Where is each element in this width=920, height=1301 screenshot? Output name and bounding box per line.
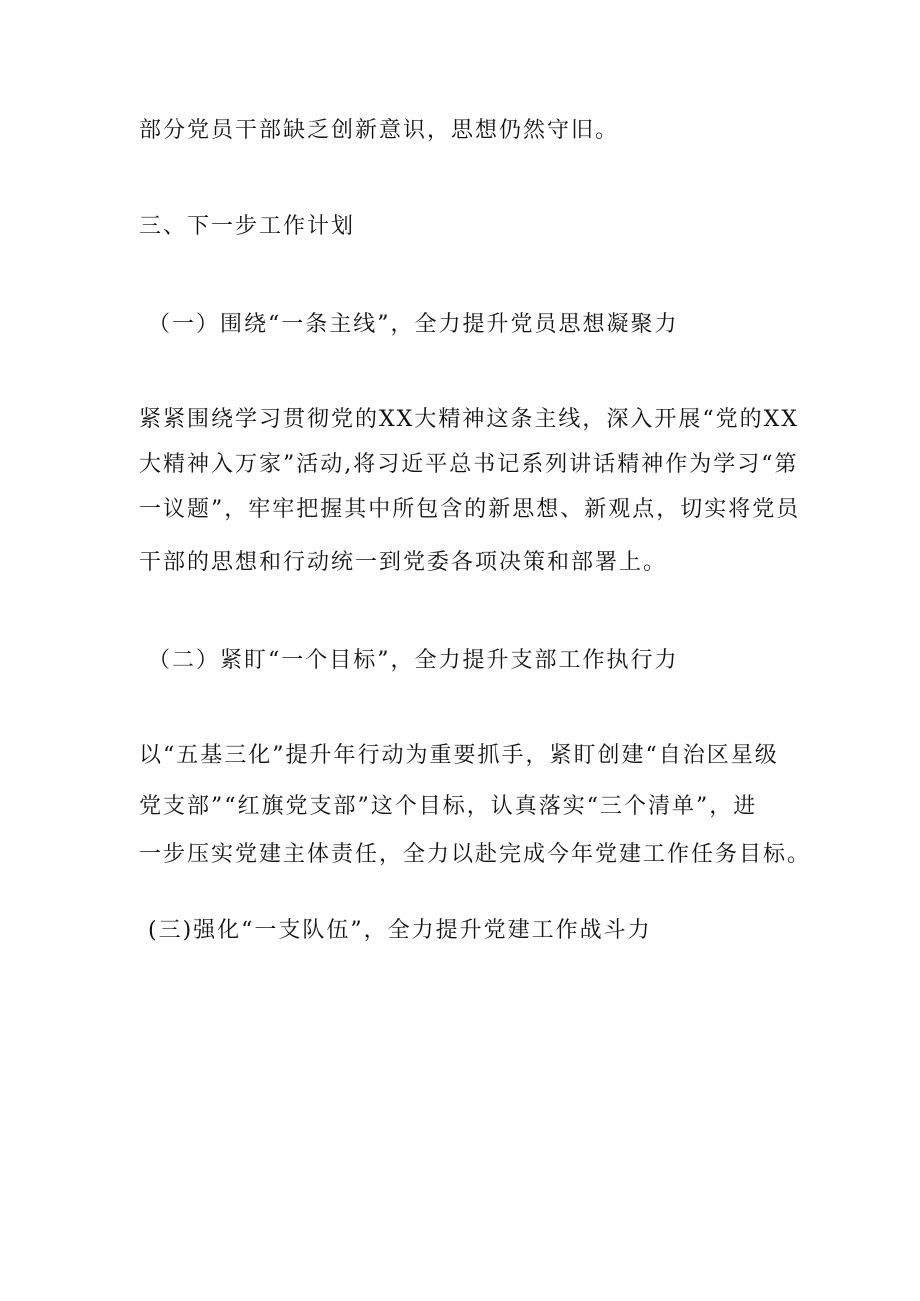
paragraph-line: 一步压实党建主体责任，全力以赴完成今年党建工作任务目标。 bbox=[139, 842, 812, 867]
paragraph-line: 部分党员干部缺乏创新意识，思想仍然守旧。 bbox=[139, 118, 620, 143]
paragraph-line: 一议题”，牢牢把握其中所包含的新思想、新观点，切实将党员 bbox=[139, 497, 801, 522]
paragraph-line: 以“五基三化”提升年行动为重要抓手，紧盯创建“自治区星级 bbox=[139, 743, 779, 768]
paragraph-line: 党支部”“红旗党支部”这个目标，认真落实“三个清单”，进 bbox=[139, 794, 758, 819]
paragraph-line: 紧紧围绕学习贯彻党的XX大精神这条主线，深入开展“党的XX bbox=[139, 407, 799, 432]
paragraph-line: 干部的思想和行动统一到党委各项决策和部署上。 bbox=[139, 550, 668, 575]
section-heading: 三、下一步工作计划 bbox=[139, 214, 356, 239]
subsection-heading-1: （一）围绕“一条主线”，全力提升党员思想凝聚力 bbox=[148, 312, 679, 337]
paragraph-line: 大精神入万家”活动,将习近平总书记系列讲话精神作为学习“第 bbox=[139, 452, 799, 477]
subsection-heading-2: （二）紧盯“一个目标”，全力提升支部工作执行力 bbox=[148, 648, 679, 673]
subsection-heading-3: (三)强化“一支队伍”，全力提升党建工作战斗力 bbox=[148, 918, 652, 943]
